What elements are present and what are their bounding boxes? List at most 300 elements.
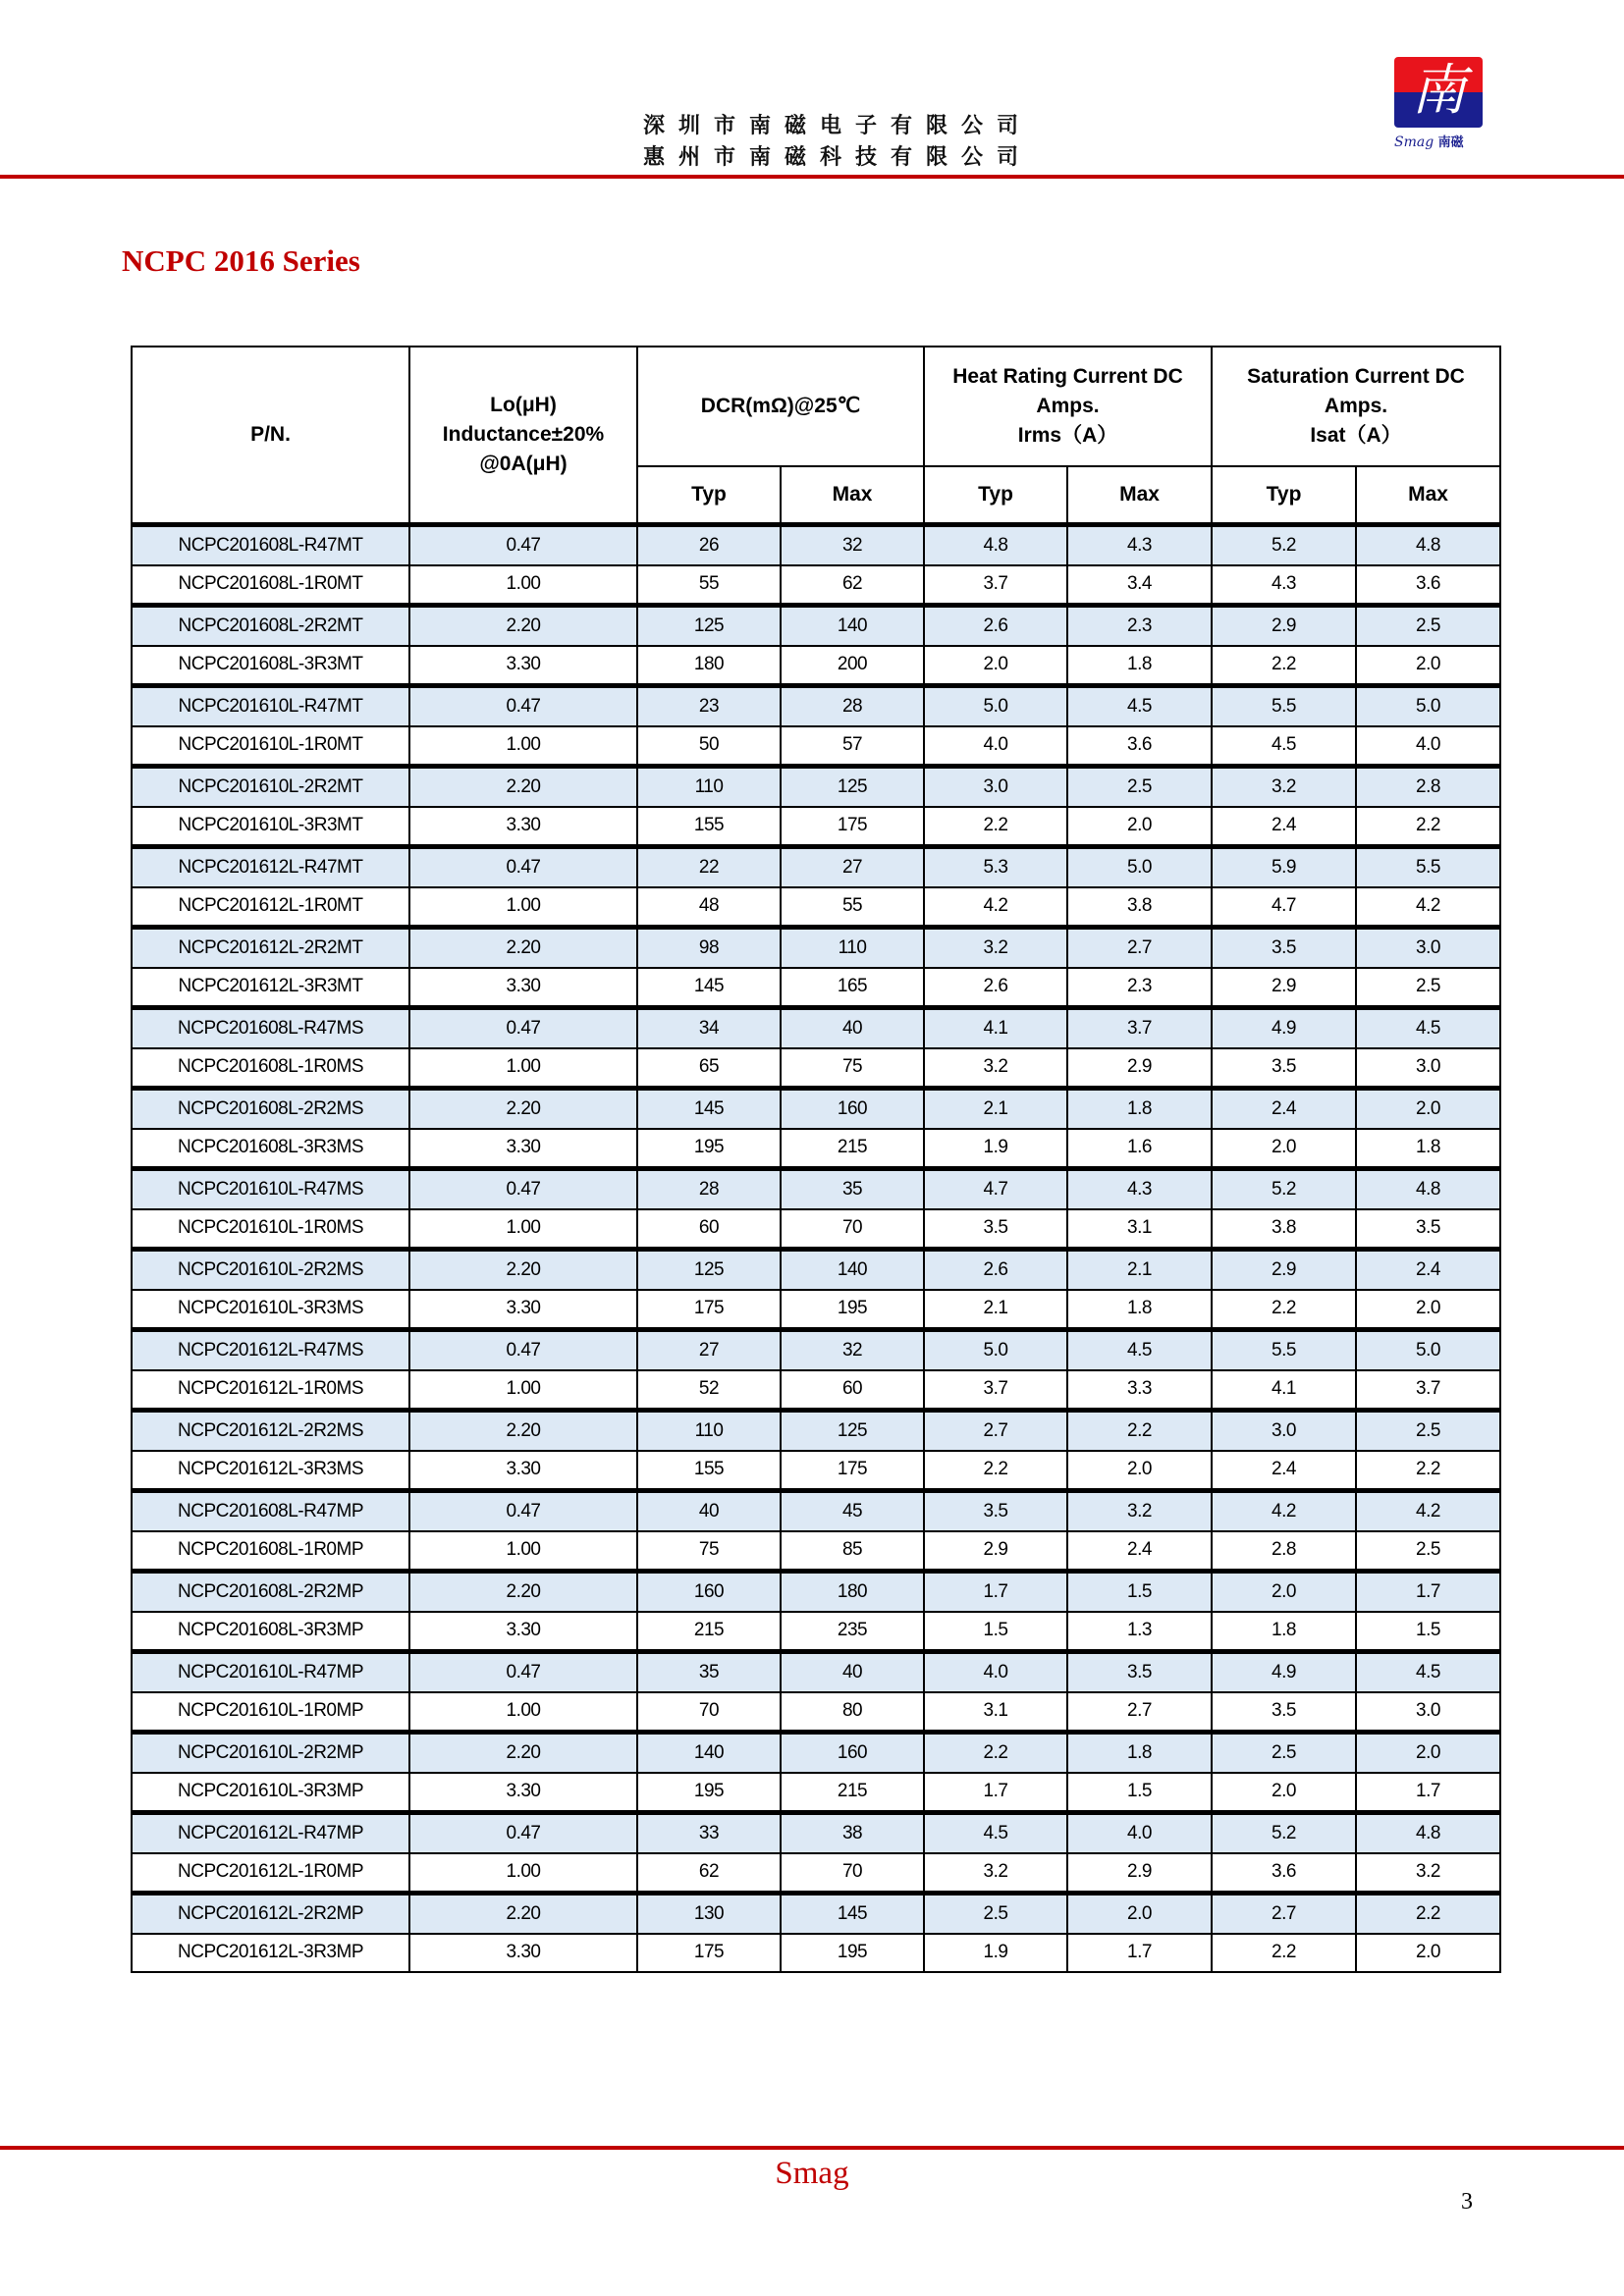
cell-pn: NCPC201610L-1R0MP [132,1692,409,1733]
cell-isat-max: 2.4 [1356,1250,1500,1290]
cell-isat-max: 3.7 [1356,1370,1500,1411]
cell-pn: NCPC201610L-2R2MT [132,767,409,807]
cell-dcr-typ: 75 [637,1531,781,1572]
table-row [132,1934,1500,1973]
table-row [132,1209,1500,1250]
cell-dcr-max: 180 [781,1572,924,1612]
table-row [132,1330,1500,1370]
cell-irms-typ: 4.1 [924,1008,1067,1048]
cell-irms-typ: 5.3 [924,847,1067,887]
cell-irms-max: 1.6 [1067,1129,1212,1169]
cell-isat-typ: 2.0 [1212,1129,1356,1169]
cell-dcr-typ: 40 [637,1491,781,1531]
cell-dcr-typ: 62 [637,1853,781,1894]
cell-inductance: 2.20 [409,1250,637,1290]
cell-dcr-max: 40 [781,1652,924,1692]
cell-irms-typ: 4.5 [924,1813,1067,1853]
cell-dcr-max: 195 [781,1290,924,1330]
cell-dcr-typ: 110 [637,1411,781,1451]
page-number: 3 [1461,2189,1473,2215]
cell-pn: NCPC201608L-R47MT [132,525,409,565]
cell-irms-max: 4.3 [1067,525,1212,565]
cell-inductance: 3.30 [409,1129,637,1169]
spec-table [131,346,1501,1973]
cell-isat-typ: 2.0 [1212,1572,1356,1612]
cell-irms-typ: 4.7 [924,1169,1067,1209]
cell-pn: NCPC201608L-R47MS [132,1008,409,1048]
cell-dcr-max: 125 [781,767,924,807]
table-row [132,1169,1500,1209]
cell-inductance: 0.47 [409,525,637,565]
logo-cn-text: 南磁 [1437,135,1464,150]
cell-dcr-max: 70 [781,1853,924,1894]
table-row [132,565,1500,606]
cell-irms-typ: 3.2 [924,1048,1067,1089]
cell-dcr-max: 160 [781,1733,924,1773]
cell-pn: NCPC201608L-3R3MT [132,646,409,686]
cell-irms-typ: 2.2 [924,1451,1067,1491]
cell-isat-max: 2.5 [1356,968,1500,1008]
cell-inductance: 2.20 [409,606,637,646]
cell-dcr-typ: 52 [637,1370,781,1411]
logo-script-text: Smag [1394,134,1435,150]
cell-dcr-typ: 26 [637,525,781,565]
cell-irms-max: 3.6 [1067,726,1212,767]
header-irms-max: Max [1067,466,1212,525]
cell-dcr-max: 85 [781,1531,924,1572]
cell-inductance: 2.20 [409,1572,637,1612]
cell-isat-max: 4.2 [1356,1491,1500,1531]
cell-irms-typ: 1.9 [924,1129,1067,1169]
cell-irms-max: 1.5 [1067,1572,1212,1612]
cell-isat-max: 2.0 [1356,1733,1500,1773]
cell-dcr-typ: 22 [637,847,781,887]
table-row [132,1894,1500,1934]
cell-irms-max: 4.0 [1067,1813,1212,1853]
table-row [132,1612,1500,1652]
cell-dcr-max: 140 [781,606,924,646]
table-row [132,1773,1500,1813]
cell-inductance: 2.20 [409,1411,637,1451]
cell-isat-typ: 3.6 [1212,1853,1356,1894]
cell-dcr-typ: 160 [637,1572,781,1612]
table-row [132,1733,1500,1773]
cell-irms-max: 1.5 [1067,1773,1212,1813]
cell-isat-typ: 5.5 [1212,1330,1356,1370]
cell-dcr-typ: 155 [637,807,781,847]
cell-irms-typ: 3.5 [924,1491,1067,1531]
company-name-shenzhen: 深圳市南磁电子有限公司 [643,114,1033,138]
cell-inductance: 3.30 [409,1934,637,1973]
cell-isat-max: 3.6 [1356,565,1500,606]
cell-isat-typ: 5.9 [1212,847,1356,887]
cell-irms-max: 2.0 [1067,1451,1212,1491]
cell-inductance: 0.47 [409,1330,637,1370]
table-row [132,1572,1500,1612]
cell-isat-typ: 4.3 [1212,565,1356,606]
cell-irms-max: 2.2 [1067,1411,1212,1451]
cell-pn: NCPC201608L-2R2MS [132,1089,409,1129]
cell-inductance: 0.47 [409,1491,637,1531]
cell-inductance: 3.30 [409,968,637,1008]
cell-irms-max: 3.1 [1067,1209,1212,1250]
cell-dcr-max: 45 [781,1491,924,1531]
table-row [132,1652,1500,1692]
cell-irms-typ: 2.2 [924,1733,1067,1773]
cell-inductance: 1.00 [409,726,637,767]
cell-dcr-typ: 125 [637,1250,781,1290]
cell-dcr-typ: 130 [637,1894,781,1934]
cell-isat-typ: 2.7 [1212,1894,1356,1934]
table-row [132,847,1500,887]
cell-irms-typ: 3.2 [924,1853,1067,1894]
cell-pn: NCPC201608L-3R3MP [132,1612,409,1652]
cell-irms-typ: 3.7 [924,565,1067,606]
cell-dcr-max: 125 [781,1411,924,1451]
cell-inductance: 1.00 [409,1048,637,1089]
cell-dcr-max: 215 [781,1129,924,1169]
cell-dcr-typ: 155 [637,1451,781,1491]
cell-isat-typ: 4.9 [1212,1652,1356,1692]
cell-irms-max: 2.5 [1067,767,1212,807]
table-row [132,1451,1500,1491]
cell-inductance: 2.20 [409,767,637,807]
cell-dcr-typ: 70 [637,1692,781,1733]
cell-pn: NCPC201612L-3R3MT [132,968,409,1008]
spec-table-body [132,525,1500,1973]
cell-isat-max: 3.0 [1356,1048,1500,1089]
cell-inductance: 1.00 [409,1531,637,1572]
cell-dcr-max: 62 [781,565,924,606]
footer-divider [0,2146,1624,2150]
table-row [132,525,1500,565]
cell-pn: NCPC201608L-3R3MS [132,1129,409,1169]
header-dcr-max: Max [781,466,924,525]
cell-pn: NCPC201610L-3R3MT [132,807,409,847]
cell-pn: NCPC201612L-R47MS [132,1330,409,1370]
cell-inductance: 1.00 [409,1209,637,1250]
cell-dcr-max: 175 [781,807,924,847]
table-row [132,928,1500,968]
cell-dcr-typ: 27 [637,1330,781,1370]
cell-irms-typ: 1.7 [924,1572,1067,1612]
cell-dcr-typ: 180 [637,646,781,686]
cell-dcr-typ: 23 [637,686,781,726]
cell-isat-max: 1.7 [1356,1773,1500,1813]
cell-irms-typ: 1.9 [924,1934,1067,1973]
header-isat-typ: Typ [1212,466,1356,525]
cell-irms-typ: 5.0 [924,1330,1067,1370]
cell-isat-typ: 2.5 [1212,1733,1356,1773]
cell-irms-max: 3.8 [1067,887,1212,928]
cell-dcr-max: 175 [781,1451,924,1491]
cell-irms-typ: 2.6 [924,1250,1067,1290]
cell-irms-max: 2.7 [1067,928,1212,968]
cell-pn: NCPC201610L-R47MS [132,1169,409,1209]
cell-isat-typ: 2.2 [1212,1290,1356,1330]
cell-isat-max: 1.8 [1356,1129,1500,1169]
table-row [132,1853,1500,1894]
cell-pn: NCPC201610L-3R3MP [132,1773,409,1813]
table-row [132,968,1500,1008]
table-row [132,807,1500,847]
cell-dcr-typ: 110 [637,767,781,807]
cell-irms-typ: 2.6 [924,606,1067,646]
cell-irms-typ: 5.0 [924,686,1067,726]
cell-isat-typ: 3.2 [1212,767,1356,807]
cell-irms-typ: 2.5 [924,1894,1067,1934]
cell-inductance: 2.20 [409,1733,637,1773]
table-row [132,1008,1500,1048]
cell-pn: NCPC201610L-R47MT [132,686,409,726]
cell-isat-max: 4.5 [1356,1652,1500,1692]
cell-irms-typ: 2.9 [924,1531,1067,1572]
cell-dcr-typ: 195 [637,1773,781,1813]
table-row [132,767,1500,807]
cell-irms-max: 2.9 [1067,1853,1212,1894]
cell-inductance: 2.20 [409,1894,637,1934]
table-row [132,1290,1500,1330]
cell-irms-max: 3.4 [1067,565,1212,606]
cell-irms-max: 2.9 [1067,1048,1212,1089]
cell-isat-typ: 2.4 [1212,807,1356,847]
cell-pn: NCPC201610L-3R3MS [132,1290,409,1330]
cell-dcr-typ: 28 [637,1169,781,1209]
cell-dcr-typ: 145 [637,968,781,1008]
header-dcr-typ: Typ [637,466,781,525]
cell-inductance: 1.00 [409,1370,637,1411]
cell-isat-typ: 2.9 [1212,968,1356,1008]
cell-dcr-typ: 34 [637,1008,781,1048]
cell-pn: NCPC201612L-3R3MS [132,1451,409,1491]
cell-inductance: 1.00 [409,887,637,928]
cell-dcr-max: 32 [781,1330,924,1370]
cell-isat-typ: 3.8 [1212,1209,1356,1250]
cell-inductance: 1.00 [409,565,637,606]
cell-irms-max: 1.7 [1067,1934,1212,1973]
cell-irms-typ: 3.2 [924,928,1067,968]
cell-dcr-max: 75 [781,1048,924,1089]
cell-inductance: 0.47 [409,1652,637,1692]
table-row [132,1370,1500,1411]
header-isat: Saturation Current DC Amps. Isat（A） [1212,347,1500,466]
cell-dcr-max: 27 [781,847,924,887]
cell-isat-typ: 2.9 [1212,1250,1356,1290]
cell-isat-max: 5.5 [1356,847,1500,887]
cell-irms-max: 5.0 [1067,847,1212,887]
cell-irms-max: 1.8 [1067,1089,1212,1129]
cell-dcr-max: 215 [781,1773,924,1813]
cell-dcr-typ: 50 [637,726,781,767]
header-pn: P/N. [132,347,409,525]
cell-dcr-typ: 140 [637,1733,781,1773]
cell-dcr-max: 55 [781,887,924,928]
cell-pn: NCPC201612L-R47MT [132,847,409,887]
cell-pn: NCPC201608L-1R0MS [132,1048,409,1089]
cell-isat-typ: 2.4 [1212,1089,1356,1129]
cell-pn: NCPC201608L-1R0MT [132,565,409,606]
cell-dcr-typ: 48 [637,887,781,928]
cell-inductance: 3.30 [409,1612,637,1652]
cell-isat-max: 2.2 [1356,807,1500,847]
cell-irms-max: 2.1 [1067,1250,1212,1290]
cell-isat-typ: 1.8 [1212,1612,1356,1652]
table-row [132,646,1500,686]
company-name-huizhou: 惠州市南磁科技有限公司 [643,145,1033,170]
header-irms-typ: Typ [924,466,1067,525]
cell-pn: NCPC201612L-1R0MT [132,887,409,928]
cell-dcr-typ: 60 [637,1209,781,1250]
footer-brand: Smag [775,2156,849,2191]
cell-isat-max: 1.5 [1356,1612,1500,1652]
cell-irms-max: 4.5 [1067,1330,1212,1370]
cell-irms-typ: 4.0 [924,1652,1067,1692]
cell-dcr-typ: 55 [637,565,781,606]
company-logo [1394,57,1483,165]
cell-dcr-typ: 35 [637,1652,781,1692]
cell-dcr-typ: 33 [637,1813,781,1853]
cell-isat-max: 3.0 [1356,1692,1500,1733]
cell-irms-typ: 4.8 [924,525,1067,565]
cell-dcr-max: 80 [781,1692,924,1733]
cell-isat-typ: 4.1 [1212,1370,1356,1411]
cell-isat-max: 4.2 [1356,887,1500,928]
cell-dcr-max: 235 [781,1612,924,1652]
cell-isat-typ: 2.8 [1212,1531,1356,1572]
cell-isat-max: 4.0 [1356,726,1500,767]
logo-mark [1394,57,1483,128]
cell-isat-typ: 4.2 [1212,1491,1356,1531]
cell-isat-max: 5.0 [1356,1330,1500,1370]
cell-irms-max: 1.8 [1067,1733,1212,1773]
cell-isat-max: 2.5 [1356,1531,1500,1572]
header-dcr: DCR(mΩ)@25℃ [637,347,924,466]
cell-isat-typ: 3.5 [1212,928,1356,968]
cell-isat-max: 2.2 [1356,1451,1500,1491]
cell-irms-typ: 3.0 [924,767,1067,807]
header-divider [0,175,1624,179]
table-row [132,1250,1500,1290]
cell-irms-typ: 4.2 [924,887,1067,928]
cell-irms-max: 4.5 [1067,686,1212,726]
cell-isat-max: 4.8 [1356,1169,1500,1209]
cell-isat-typ: 5.2 [1212,525,1356,565]
cell-pn: NCPC201608L-1R0MP [132,1531,409,1572]
page-title: NCPC 2016 Series [122,243,360,278]
cell-pn: NCPC201612L-2R2MS [132,1411,409,1451]
table-row [132,1813,1500,1853]
cell-pn: NCPC201610L-R47MP [132,1652,409,1692]
cell-isat-typ: 2.2 [1212,1934,1356,1973]
cell-inductance: 3.30 [409,807,637,847]
cell-irms-typ: 2.0 [924,646,1067,686]
cell-dcr-max: 140 [781,1250,924,1290]
cell-inductance: 0.47 [409,1008,637,1048]
cell-inductance: 2.20 [409,928,637,968]
cell-dcr-typ: 215 [637,1612,781,1652]
cell-dcr-typ: 125 [637,606,781,646]
header-irms: Heat Rating Current DC Amps. Irms（A） [924,347,1212,466]
table-row [132,1692,1500,1733]
cell-isat-typ: 5.2 [1212,1169,1356,1209]
cell-isat-max: 4.8 [1356,1813,1500,1853]
cell-isat-typ: 2.0 [1212,1773,1356,1813]
cell-dcr-max: 160 [781,1089,924,1129]
cell-irms-typ: 2.2 [924,807,1067,847]
cell-isat-max: 1.7 [1356,1572,1500,1612]
cell-dcr-max: 165 [781,968,924,1008]
cell-irms-typ: 2.6 [924,968,1067,1008]
cell-pn: NCPC201610L-1R0MT [132,726,409,767]
cell-isat-typ: 2.2 [1212,646,1356,686]
cell-isat-max: 2.2 [1356,1894,1500,1934]
cell-isat-max: 2.5 [1356,1411,1500,1451]
cell-dcr-typ: 98 [637,928,781,968]
table-row [132,1491,1500,1531]
table-row [132,1129,1500,1169]
table-row [132,887,1500,928]
cell-irms-max: 2.7 [1067,1692,1212,1733]
cell-inductance: 0.47 [409,686,637,726]
cell-isat-max: 2.0 [1356,646,1500,686]
cell-isat-typ: 2.9 [1212,606,1356,646]
cell-irms-typ: 1.7 [924,1773,1067,1813]
cell-isat-typ: 4.9 [1212,1008,1356,1048]
cell-isat-typ: 5.2 [1212,1813,1356,1853]
cell-pn: NCPC201612L-1R0MS [132,1370,409,1411]
cell-isat-typ: 3.0 [1212,1411,1356,1451]
cell-dcr-max: 35 [781,1169,924,1209]
cell-dcr-max: 32 [781,525,924,565]
cell-irms-max: 2.0 [1067,1894,1212,1934]
cell-inductance: 2.20 [409,1089,637,1129]
cell-inductance: 3.30 [409,1290,637,1330]
cell-irms-typ: 2.1 [924,1089,1067,1129]
cell-pn: NCPC201612L-2R2MT [132,928,409,968]
header-isat-max: Max [1356,466,1500,525]
cell-irms-typ: 2.1 [924,1290,1067,1330]
cell-irms-typ: 3.7 [924,1370,1067,1411]
cell-isat-max: 4.5 [1356,1008,1500,1048]
cell-isat-typ: 4.5 [1212,726,1356,767]
cell-isat-max: 3.0 [1356,928,1500,968]
cell-isat-typ: 5.5 [1212,686,1356,726]
cell-inductance: 1.00 [409,1692,637,1733]
cell-irms-max: 3.5 [1067,1652,1212,1692]
cell-dcr-typ: 175 [637,1934,781,1973]
cell-pn: NCPC201612L-R47MP [132,1813,409,1853]
cell-dcr-max: 70 [781,1209,924,1250]
cell-dcr-max: 60 [781,1370,924,1411]
cell-irms-max: 1.8 [1067,646,1212,686]
cell-dcr-max: 38 [781,1813,924,1853]
table-row [132,1048,1500,1089]
cell-pn: NCPC201608L-2R2MP [132,1572,409,1612]
cell-irms-max: 2.4 [1067,1531,1212,1572]
table-row [132,1531,1500,1572]
cell-isat-max: 5.0 [1356,686,1500,726]
cell-isat-max: 3.2 [1356,1853,1500,1894]
cell-isat-max: 2.5 [1356,606,1500,646]
table-row [132,1411,1500,1451]
cell-irms-max: 2.0 [1067,807,1212,847]
cell-isat-typ: 3.5 [1212,1048,1356,1089]
cell-dcr-max: 195 [781,1934,924,1973]
cell-pn: NCPC201612L-1R0MP [132,1853,409,1894]
table-row [132,726,1500,767]
cell-pn: NCPC201612L-3R3MP [132,1934,409,1973]
cell-isat-max: 2.0 [1356,1290,1500,1330]
